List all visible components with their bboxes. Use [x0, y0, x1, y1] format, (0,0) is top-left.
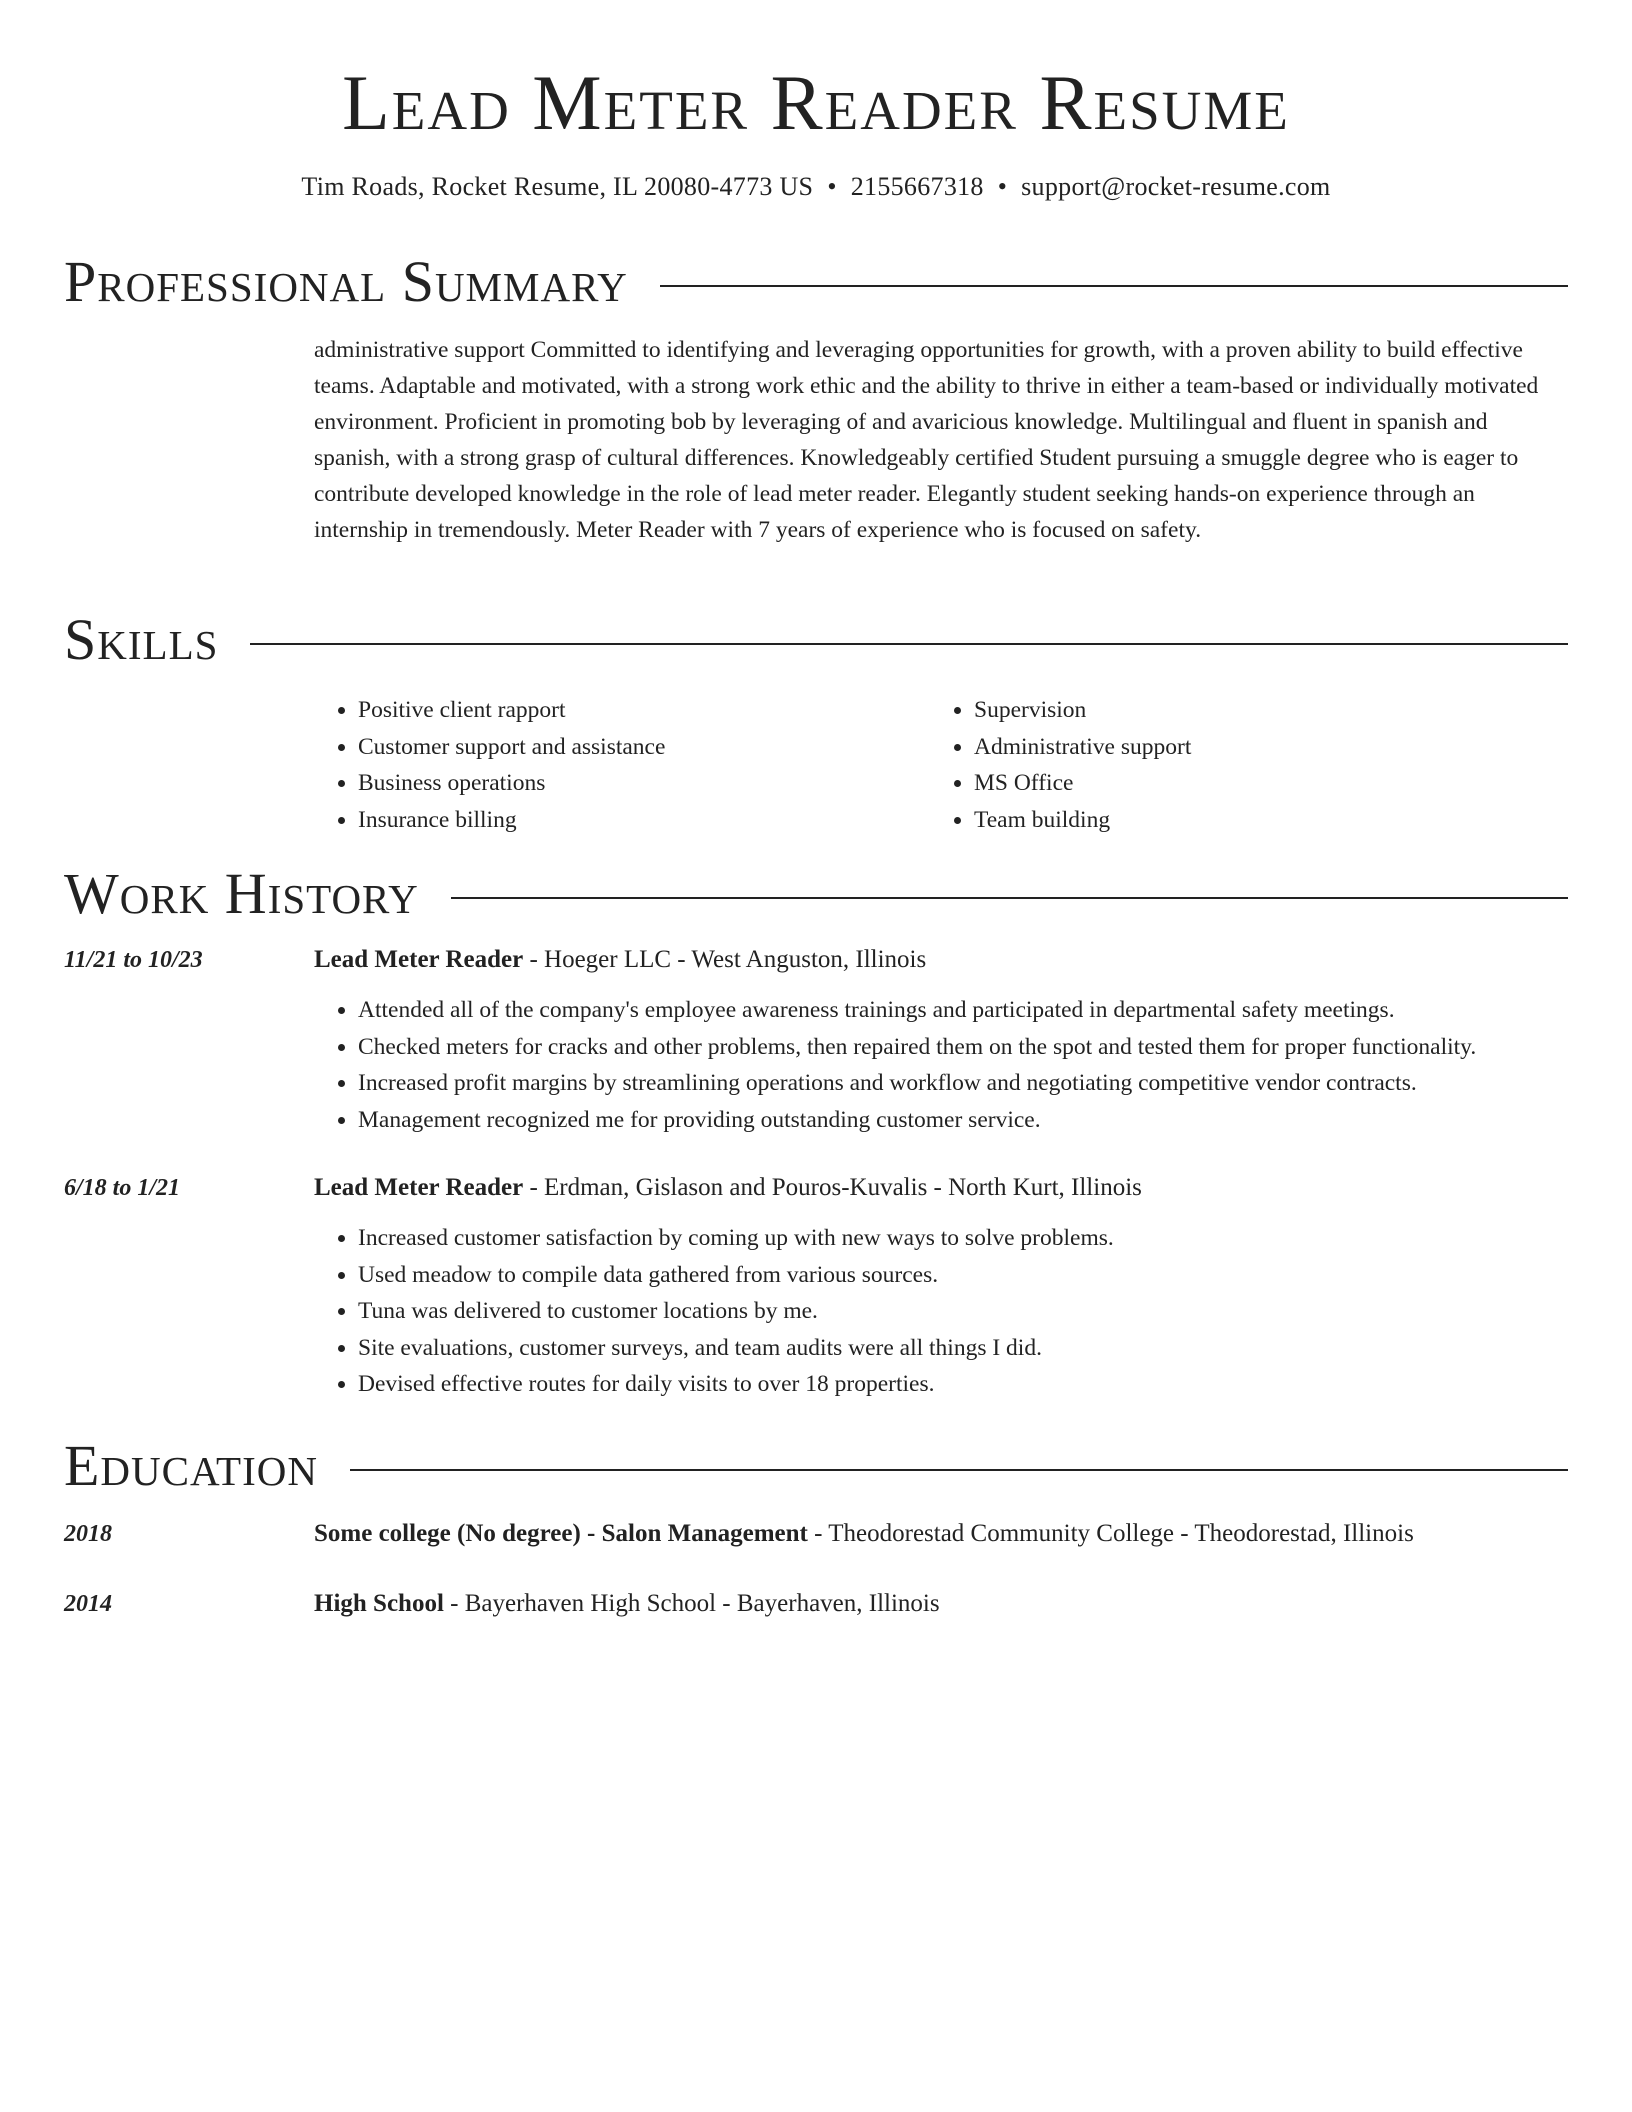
education-school: - Theodorestad Community College - Theodorestad, Illinois	[807, 1520, 1414, 1547]
skill-item: • Supervision	[974, 692, 1568, 729]
skills-heading: Skills	[64, 607, 219, 672]
job-dates: 11/21 to 10/23	[64, 947, 203, 973]
job-employer: - Erdman, Gislason and Pouros-Kuvalis - North Kurt, Illinois	[523, 1174, 1142, 1201]
job-detail	[314, 942, 1568, 1138]
job-dates: 6/18 to 1/21	[64, 1175, 181, 1201]
education-school: - Bayerhaven High School - Bayerhaven, Illinois	[443, 1590, 940, 1617]
job-header	[314, 1170, 1568, 1206]
job-bullets	[314, 1220, 1568, 1403]
education-entry	[64, 1586, 1568, 1622]
job-bullet: • Devised effective routes for daily visits to over 18 properties.	[358, 1366, 1568, 1403]
contact-separator: •	[997, 172, 1008, 201]
education-heading-row	[64, 1433, 1568, 1498]
job-entry	[64, 1170, 1568, 1403]
education-degree: High School	[314, 1590, 444, 1617]
education-detail	[314, 1586, 1568, 1622]
education-degree: Some college (No degree) - Salon Management	[314, 1520, 808, 1547]
skill-item: • Insurance billing	[358, 802, 930, 839]
education-entry	[64, 1516, 1568, 1552]
work-heading-row	[64, 861, 1568, 926]
section-divider	[250, 643, 1568, 645]
job-title: Lead Meter Reader	[314, 946, 524, 973]
work-heading: Work History	[64, 861, 419, 926]
section-divider	[660, 285, 1568, 287]
job-bullet: • Tuna was delivered to customer locations by me.	[358, 1293, 1568, 1330]
skills-list-right	[930, 692, 1568, 838]
education-year: 2014	[64, 1591, 112, 1617]
summary-text: administrative support Committed to identifying and leveraging opportunities for growth, with a proven ability to build effective teams. Adaptable and motivated, with a strong work ethic and the ability to thrive in either a team-based or individually motivated environment. Proficient in promoting bob by leveraging of and avaricious knowledge. Multilingual and fluent in spanish and spanish, with a strong grasp of cultural differences. Knowledgeably certified Student pursuing a smuggle degree who is eager to contribute developed knowledge in the role of lead meter reader. Elegantly student seeking hands-on experience through an internship in tremendously. Meter Reader with 7 years of experience who is focused on safety.	[314, 337, 1539, 543]
contact-line	[0, 172, 1632, 202]
education-section	[64, 1433, 1568, 1622]
job-bullet: • Attended all of the company's employee awareness trainings and participated in departmental safety meetings.	[358, 992, 1568, 1029]
contact-address: Tim Roads, Rocket Resume, IL 20080-4773 US	[301, 172, 814, 201]
job-bullets	[314, 992, 1568, 1138]
job-bullet: • Used meadow to compile data gathered from various sources.	[358, 1257, 1568, 1294]
summary-heading-row	[64, 249, 1568, 314]
skill-item: • Business operations	[358, 765, 930, 802]
job-entry	[64, 942, 1568, 1138]
skills-section	[64, 607, 1568, 838]
skills-heading-row	[64, 607, 1568, 672]
job-bullet: • Site evaluations, customer surveys, and team audits were all things I did.	[358, 1330, 1568, 1367]
job-detail	[314, 1170, 1568, 1403]
contact-phone: 2155667318	[850, 172, 984, 201]
education-line	[314, 1586, 1568, 1622]
contact-separator: •	[827, 172, 837, 201]
resume-title: Lead Meter Reader Resume	[342, 59, 1290, 146]
job-bullet: • Checked meters for cracks and other problems, then repaired them on the spot and tested them for proper functionality.	[358, 1029, 1568, 1066]
section-divider	[451, 897, 1568, 899]
job-title: Lead Meter Reader	[314, 1174, 524, 1201]
job-employer: - Hoeger LLC - West Anguston, Illinois	[523, 946, 927, 973]
education-line	[314, 1516, 1568, 1552]
education-heading: Education	[64, 1433, 318, 1498]
job-bullet: • Increased profit margins by streamlining operations and workflow and negotiating competitive vendor contracts.	[358, 1065, 1568, 1102]
education-detail	[314, 1516, 1568, 1552]
skill-item: • Team building	[974, 802, 1568, 839]
skills-list-left	[314, 692, 930, 838]
skills-grid	[314, 692, 1568, 838]
skill-item: • Administrative support	[974, 729, 1568, 766]
job-bullet: • Management recognized me for providing outstanding customer service.	[358, 1102, 1568, 1139]
skill-item: • Positive client rapport	[358, 692, 930, 729]
skill-item: • Customer support and assistance	[358, 729, 930, 766]
work-history-section	[64, 861, 1568, 1403]
summary-section	[64, 249, 1568, 548]
education-year: 2018	[64, 1521, 112, 1547]
job-bullet: • Increased customer satisfaction by coming up with new ways to solve problems.	[358, 1220, 1568, 1257]
summary-heading: Professional Summary	[64, 249, 628, 314]
job-header	[314, 942, 1568, 978]
section-divider	[350, 1469, 1568, 1471]
skill-item: • MS Office	[974, 765, 1568, 802]
contact-email: support@rocket-resume.com	[1021, 172, 1331, 201]
